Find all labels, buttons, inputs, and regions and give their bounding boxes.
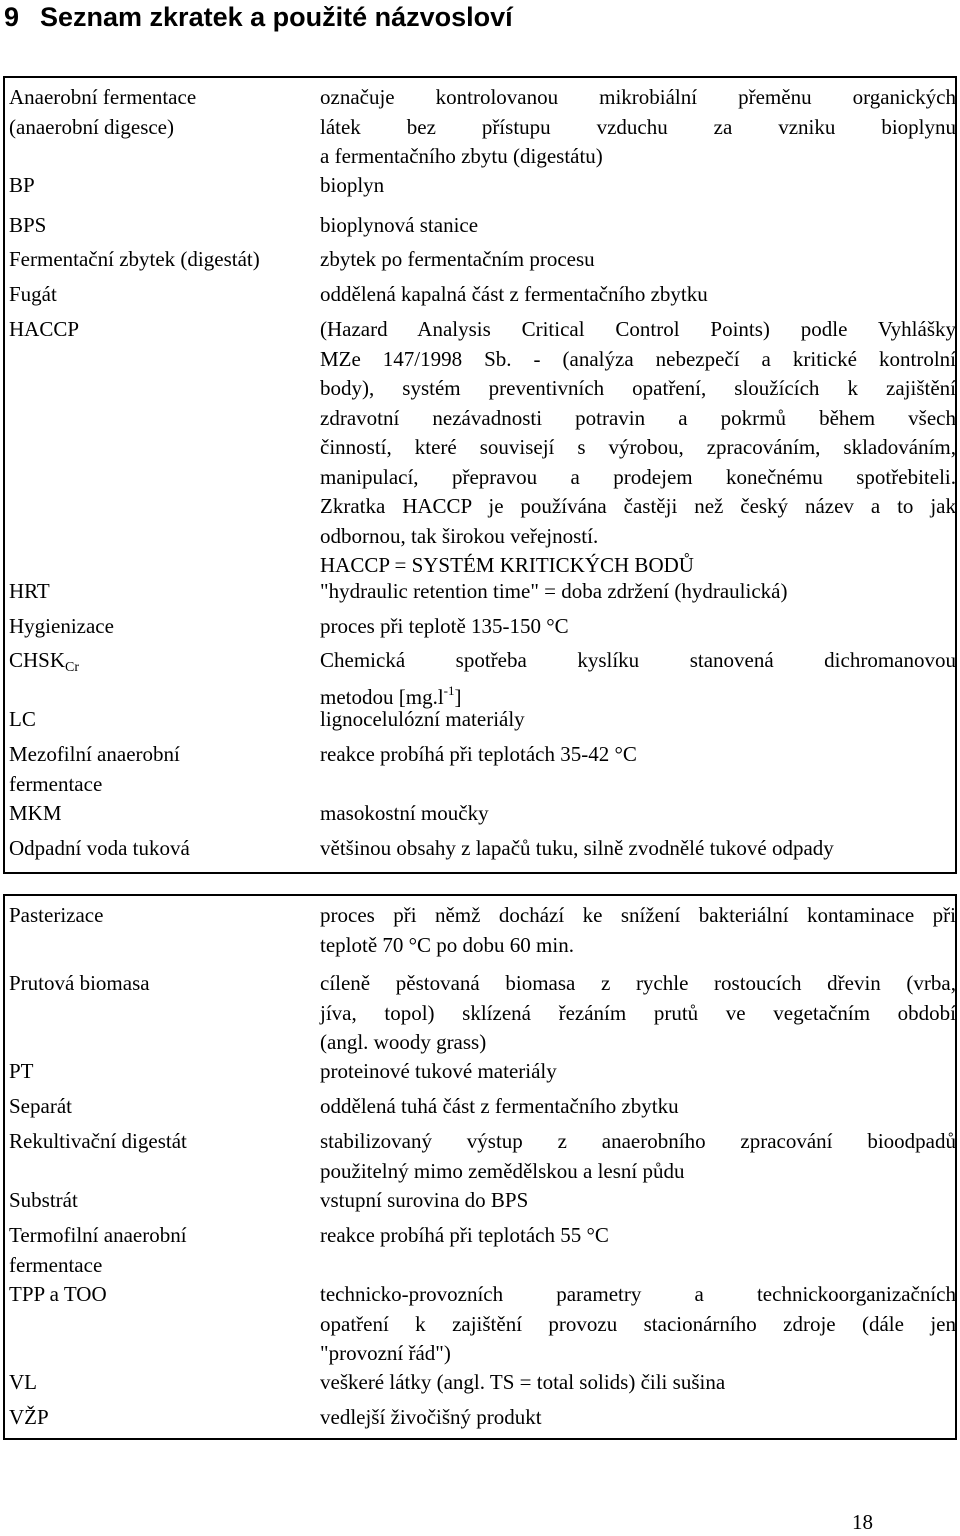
term: LC bbox=[9, 707, 36, 731]
term: Substrát bbox=[9, 1188, 78, 1212]
term: Hygienizace bbox=[9, 614, 114, 638]
term: Anaerobní fermentace (anaerobní digesce) bbox=[9, 85, 197, 139]
term: Odpadní voda tuková bbox=[9, 836, 190, 860]
term: BP bbox=[9, 173, 35, 197]
term: Separát bbox=[9, 1094, 72, 1118]
definition: (Hazard Analysis Critical Control Points) podle Vyhlášky MZe 147/1998 Sb. - (analýza nebezpečí a kritické kontrolní body), systém preventivních opatření, sloužících k zajištění zdravotní nezávadnosti potravin a pokrmů během všech činností, které souvisejí s výrobou, zpracováním, skladováním, manipulací, přepravou a prodejem konečnému spotřebiteli. Zkratka HACCP je používána častěji než český název a to jak odbornou, tak širokou veřejností. HACCP = SYSTÉM KRITICKÝCH BODŮ bbox=[320, 317, 956, 577]
definition: proteinové tukové materiály bbox=[320, 1059, 557, 1083]
definition: vedlejší živočišný produkt bbox=[320, 1405, 542, 1429]
term: Pasterizace bbox=[9, 903, 104, 927]
term: VL bbox=[9, 1370, 37, 1394]
term: Fermentační zbytek (digestát) bbox=[9, 247, 260, 271]
definition: masokostní moučky bbox=[320, 801, 489, 825]
page-number: 18 bbox=[852, 1510, 873, 1534]
term: MKM bbox=[9, 801, 62, 825]
definition: bioplynová stanice bbox=[320, 213, 479, 237]
term: HRT bbox=[9, 579, 50, 603]
definition: technicko-provozních parametry a technickoorganizačních opatření k zajištění provozu stacionárního zdroje (dále jen "provozní řád") bbox=[320, 1282, 956, 1365]
definition: oddělená tuhá část z fermentačního zbytku bbox=[320, 1094, 679, 1118]
term: $CHSK_{Cr}$ bbox=[9, 648, 80, 675]
definition: proces při teplotě 135-150 °C bbox=[320, 614, 569, 638]
definition: označuje kontrolovanou mikrobiální přeměnu organických látek bez přístupu vzduchu za vzniku bioplynu a fermentačního zbytu (digestátu) bbox=[320, 85, 956, 168]
section-number: 9 bbox=[4, 2, 20, 32]
definition: stabilizovaný výstup z anaerobního zpracování bioodpadů použitelný mimo zemědělskou a lesní půdu bbox=[320, 1129, 956, 1183]
definition: Chemická spotřeba kyslíku stanovená dichromanovou metodou $[mg.l^{-1}]$ bbox=[320, 648, 956, 709]
definition: zbytek po fermentačním procesu bbox=[320, 247, 595, 271]
definition: "hydraulic retention time" = doba zdržení (hydraulická) bbox=[320, 579, 788, 603]
definition: většinou obsahy z lapačů tuku, silně zvodnělé tukové odpady bbox=[320, 836, 834, 860]
definition: lignocelulózní materiály bbox=[320, 707, 525, 731]
definition: reakce probíhá při teplotách 55 °C bbox=[320, 1223, 609, 1247]
term: Prutová biomasa bbox=[9, 971, 150, 995]
section-title: Seznam zkratek a použité názvosloví bbox=[40, 2, 513, 32]
definition: bioplyn bbox=[320, 173, 385, 197]
definition: veškeré látky (angl. TS = total solids) čili sušina bbox=[320, 1370, 726, 1394]
term: TPP a TOO bbox=[9, 1282, 107, 1306]
term: PT bbox=[9, 1059, 34, 1083]
abbreviation-table-1 bbox=[3, 76, 957, 874]
term: Mezofilní anaerobní fermentace bbox=[9, 742, 180, 796]
definition: proces při němž dochází ke snížení bakteriální kontaminace při teplotě 70 °C po dobu 60 min. bbox=[320, 903, 956, 957]
term: BPS bbox=[9, 213, 47, 237]
definition: oddělená kapalná část z fermentačního zbytku bbox=[320, 282, 708, 306]
definition: reakce probíhá při teplotách 35-42 °C bbox=[320, 742, 637, 766]
term: Rekultivační digestát bbox=[9, 1129, 187, 1153]
section-heading bbox=[4, 0, 513, 34]
term: Fugát bbox=[9, 282, 57, 306]
term: Termofilní anaerobní fermentace bbox=[9, 1223, 187, 1277]
abbreviation-table-2 bbox=[3, 894, 957, 1440]
definition: vstupní surovina do BPS bbox=[320, 1188, 529, 1212]
term: HACCP bbox=[9, 317, 80, 341]
definition: cíleně pěstovaná biomasa z rychle rostoucích dřevin (vrba, jíva, topol) sklízená řezáním prutů ve vegetačním období (angl. woody grass) bbox=[320, 971, 956, 1054]
term: VŽP bbox=[9, 1405, 49, 1429]
